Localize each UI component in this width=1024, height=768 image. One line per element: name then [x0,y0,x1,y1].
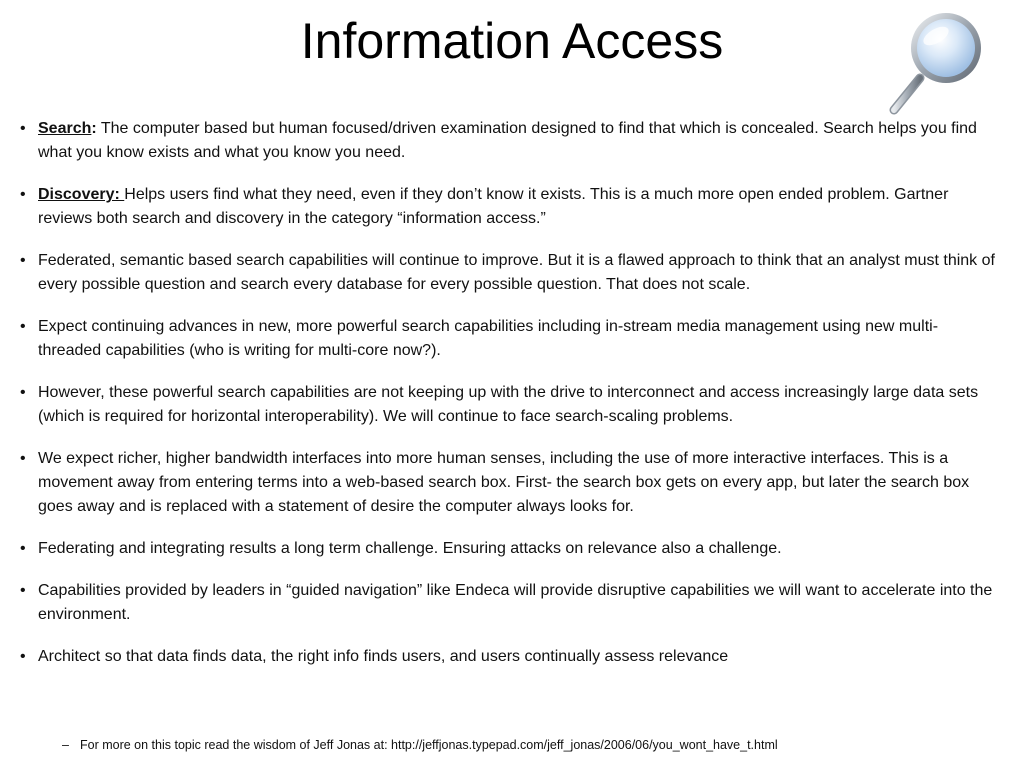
term-discovery: Discovery: [38,186,125,203]
bullet-text: However, these powerful search capabilities are not keeping up with the drive to interconnect and access increasingly large data sets (which is required for horizontal interoperability). We will continue to face search-scaling problems. [38,384,979,425]
bullet-list [20,117,1000,687]
bullet-guided-navigation [20,579,1000,627]
bullet-federated-search [20,249,1000,297]
slide-title: Information Access [300,13,724,69]
bullet-text: We expect richer, higher bandwidth interfaces into more human senses, including the use of more interactive interfaces. This is a movement away from entering terms into a web-based search box. First- the search box gets on every app, but later the search box goes away and is replaced with a statement of desire the computer always looks for. [38,450,970,515]
bullet-text: The computer based but human focused/driven examination designed to find that which is concealed. Search helps you find what you know exists and what you know you need. [38,120,977,161]
bullet-text: Capabilities provided by leaders in “guided navigation” like Endeca will provide disruptive capabilities we will want to accelerate into the environment. [38,582,993,623]
bullet-text: Helps users find what they need, even if they don’t know it exists. This is a much more open ended problem. Gartner reviews both search and discovery in the category “information access.” [38,186,949,227]
bullet-advances [20,315,1000,363]
bullet-scaling [20,381,1000,429]
term-search: Search [38,120,92,137]
sub-bullet-reference [62,736,1002,754]
bullet-federating [20,537,1000,561]
bullet-text: Federating and integrating results a long term challenge. Ensuring attacks on relevance also a challenge. [38,540,782,557]
bullet-search [20,117,1000,165]
bullet-interfaces [20,447,1000,519]
dash-marker: – [62,738,69,752]
term-colon: : [91,120,97,137]
bullet-text: Expect continuing advances in new, more powerful search capabilities including in-stream media management using new multi-threaded capabilities (who is writing for multi-core now?). [38,318,939,359]
bullet-discovery [20,183,1000,231]
magnifying-glass-icon [880,6,992,118]
bullet-text: Federated, semantic based search capabilities will continue to improve. But it is a flawed approach to think that an analyst must think of every possible question and search every database for every possible question. That does not scale. [38,252,995,293]
bullet-text: Architect so that data finds data, the right info finds users, and users continually assess relevance [38,648,729,665]
reference-text: For more on this topic read the wisdom of Jeff Jonas at: http://jeffjonas.typepad.com/jeff_jonas/2006/06/you_wont_have_t.html [80,738,778,752]
bullet-architect [20,645,1000,669]
